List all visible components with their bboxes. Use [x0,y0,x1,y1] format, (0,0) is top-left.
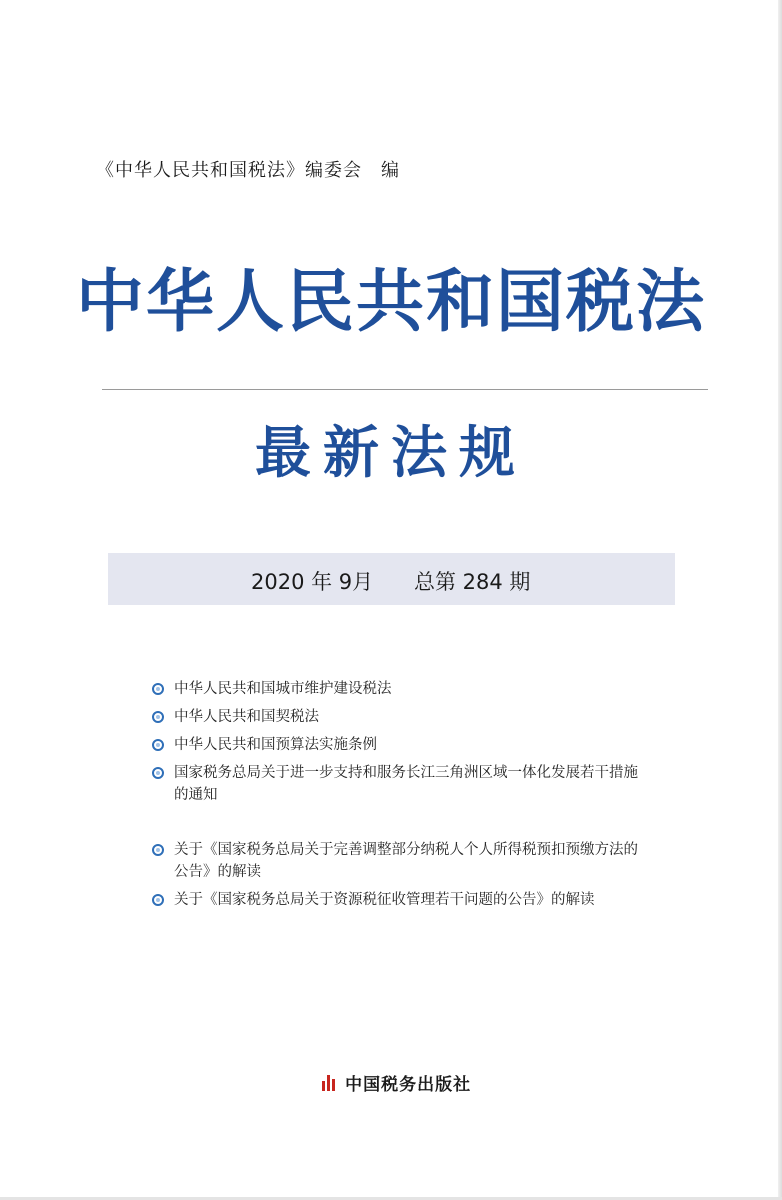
circle-bullet-icon [152,844,164,856]
toc-item [152,734,652,756]
toc-item [152,839,652,883]
page-edge-right [778,0,782,1200]
toc-item-text: 中华人民共和国预算法实施条例 [174,737,377,753]
editor-credit: 《中华人民共和国税法》编委会 编 [96,160,400,181]
publisher [322,1070,471,1094]
subtitle: 最新法规 [255,420,527,486]
toc-item [152,762,652,806]
publisher-logo-icon [322,1075,336,1091]
toc-item-text: 中华人民共和国城市维护建设税法 [174,681,392,697]
circle-bullet-icon [152,711,164,723]
toc-item [152,889,652,911]
toc-item-text: 关于《国家税务总局关于完善调整部分纳税人个人所得税预扣预缴方法的公告》的解读 [174,842,638,880]
toc-item [152,706,652,728]
issue-number: 总第 284 期 [414,570,531,594]
issue-date: 2020 年 9月 [251,570,374,594]
table-of-contents [152,678,652,917]
toc-group-interpretations [152,839,652,911]
toc-item-text: 关于《国家税务总局关于资源税征收管理若干问题的公告》的解读 [174,892,595,908]
circle-bullet-icon [152,894,164,906]
toc-group-laws [152,678,652,806]
circle-bullet-icon [152,683,164,695]
circle-bullet-icon [152,739,164,751]
toc-item [152,678,652,700]
circle-bullet-icon [152,767,164,779]
toc-item-text: 国家税务总局关于进一步支持和服务长江三角洲区域一体化发展若干措施的通知 [174,765,638,803]
main-title: 中华人民共和国税法 [75,262,706,342]
issue-band [108,553,675,605]
title-divider [102,389,708,390]
publisher-name: 中国税务出版社 [345,1075,472,1095]
toc-item-text: 中华人民共和国契税法 [174,709,319,725]
